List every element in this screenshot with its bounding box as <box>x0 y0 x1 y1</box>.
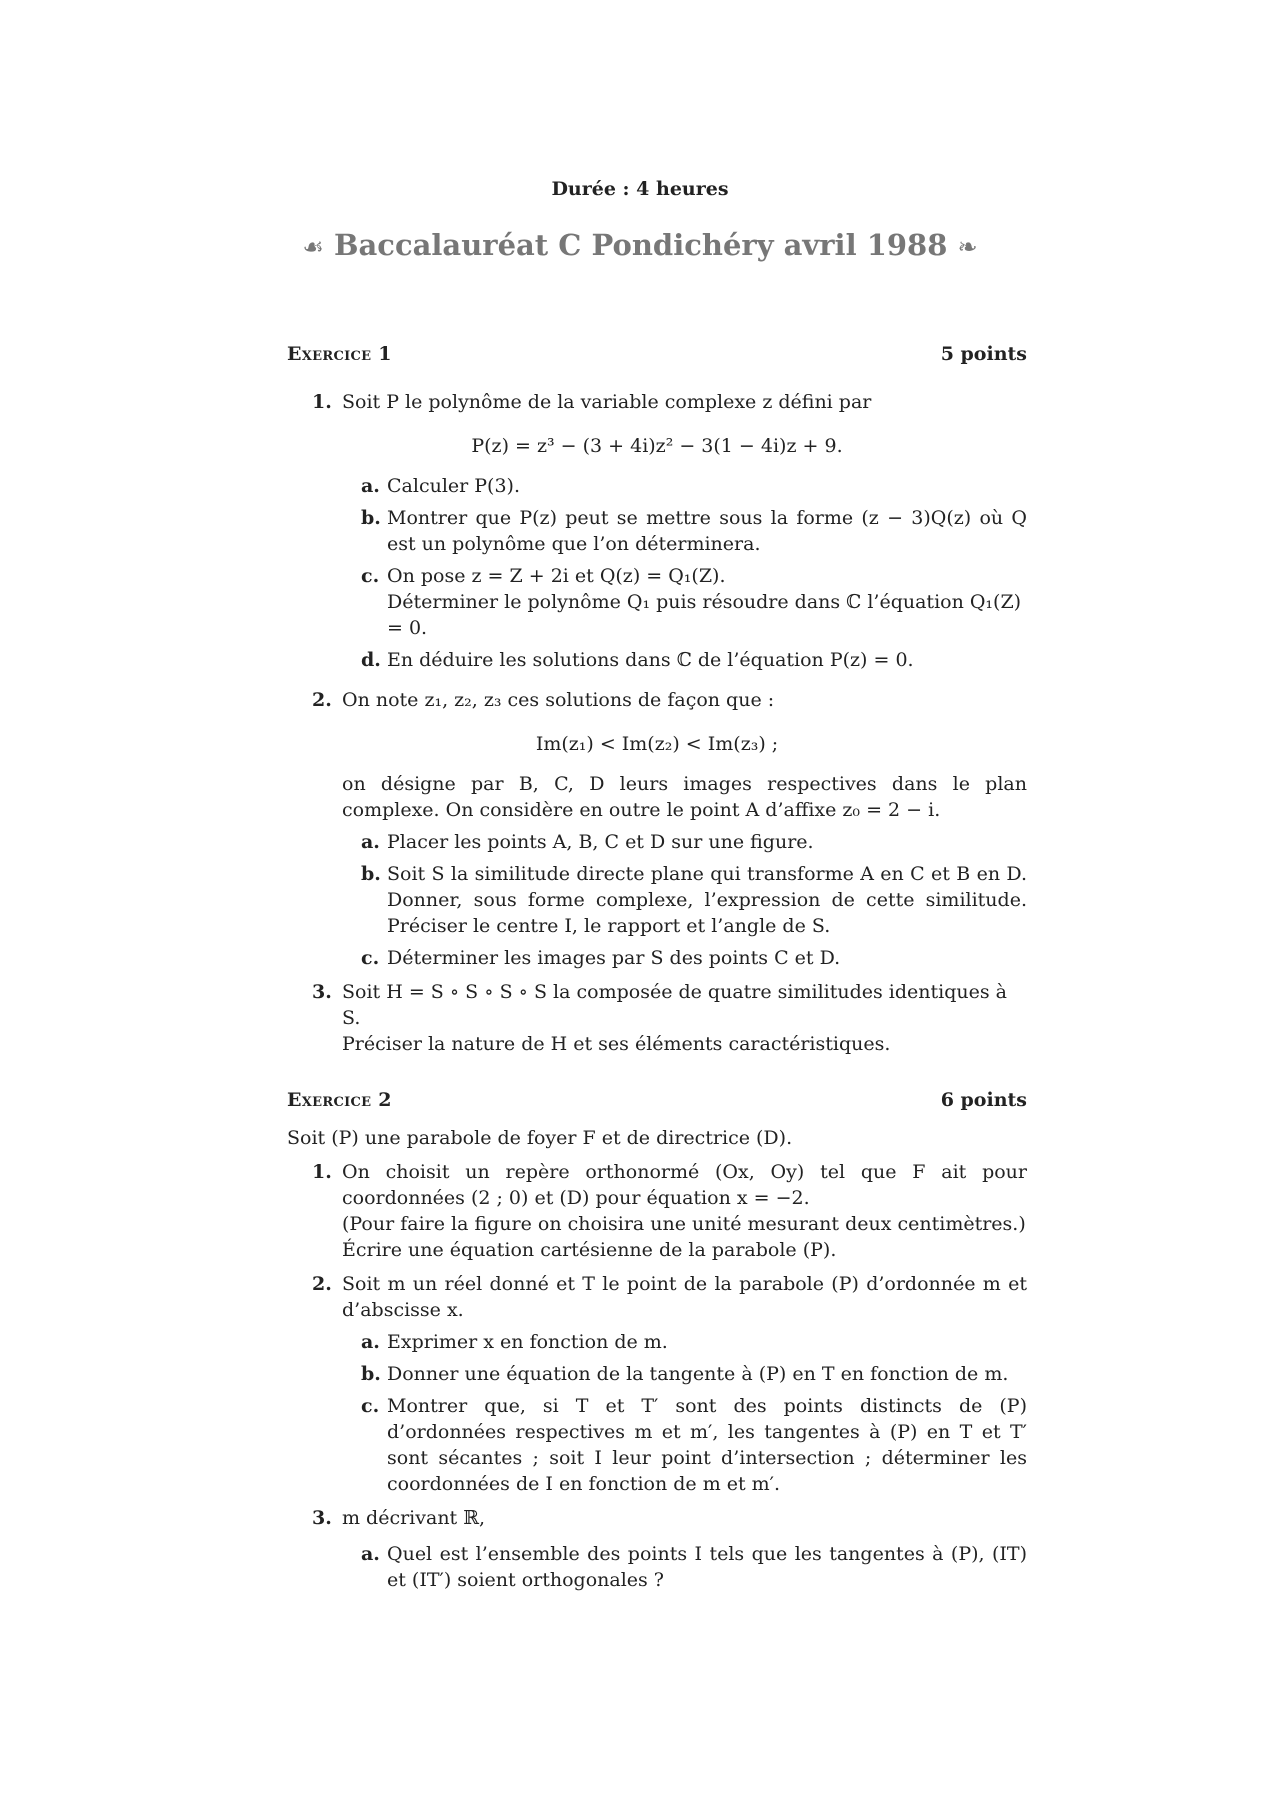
subquestion-letter: d. <box>361 649 381 671</box>
exercise-1-title: Exercice 1 <box>287 343 392 365</box>
subquestion-1d <box>287 647 1027 673</box>
subquestion-2b <box>287 1361 1027 1387</box>
subquestion-letter: b. <box>361 1363 381 1385</box>
question-1 <box>287 1159 1027 1263</box>
subquestion-3a <box>287 1541 1027 1593</box>
subquestion-text: Soit S la similitude directe plane qui transforme A en C et B en D. Donner, sous forme complexe, l’expression de cette similitude. Préciser le centre I, le rapport et l’angle de S. <box>387 863 1027 937</box>
right-ornament-icon: ❧ <box>957 233 978 261</box>
exercise-2 <box>287 1087 1027 1593</box>
subquestion-2a <box>287 829 1027 855</box>
question-text: m décrivant ℝ, <box>342 1507 486 1529</box>
subquestion-letter: a. <box>361 1331 380 1353</box>
question-1 <box>287 389 1027 415</box>
exercise-1-points: 5 points <box>940 343 1027 365</box>
exercise-2-points: 6 points <box>940 1089 1027 1111</box>
question-number: 1. <box>312 1161 332 1183</box>
subquestion-text: Déterminer les images par S des points C et D. <box>387 947 841 969</box>
question-text: On note z₁, z₂, z₃ ces solutions de façon que : <box>342 689 775 711</box>
question-2 <box>287 687 1027 713</box>
subquestion-letter: c. <box>361 947 380 969</box>
duration-label: Durée : 4 heures <box>551 178 729 200</box>
subquestion-2b <box>287 861 1027 939</box>
question-number: 3. <box>312 1507 332 1529</box>
question-text-2: (Pour faire la figure on choisira une unité mesurant deux centimètres.) <box>342 1213 1026 1235</box>
subquestion-letter: b. <box>361 863 381 885</box>
subquestion-1a <box>287 473 1027 499</box>
left-ornament-icon: ☙ <box>302 233 324 261</box>
subquestion-letter: c. <box>361 565 380 587</box>
subquestion-text: Placer les points A, B, C et D sur une figure. <box>387 831 814 853</box>
exam-title <box>0 228 1280 262</box>
imaginary-order-formula: Im(z₁) < Im(z₂) < Im(z₃) ; <box>535 733 779 755</box>
subquestion-letter: a. <box>361 831 380 853</box>
question-2-continued: on désigne par B, C, D leurs images respectives dans le plan complexe. On considère en outre le point A d’affixe z₀ = 2 − i. <box>342 773 1027 821</box>
exam-title-text: Baccalauréat C Pondichéry avril 1988 <box>333 228 948 262</box>
subquestion-text: Calculer P(3). <box>387 475 520 497</box>
question-text: Soit H = S ∘ S ∘ S ∘ S la composée de quatre similitudes identiques à S. <box>342 981 1007 1029</box>
subquestion-2c <box>287 945 1027 971</box>
exercise-1-header <box>287 341 1027 367</box>
question-text: On choisit un repère orthonormé (Ox, Oy) tel que F ait pour coordonnées (2 ; 0) et (D) pour équation x = −2. <box>342 1161 1027 1209</box>
subquestion-text: Exprimer x en fonction de m. <box>387 1331 668 1353</box>
exercise-1 <box>287 341 1027 1057</box>
question-3 <box>287 979 1027 1057</box>
question-text-2: Préciser la nature de H et ses éléments caractéristiques. <box>342 1033 891 1055</box>
polynomial-formula: P(z) = z³ − (3 + 4i)z² − 3(1 − 4i)z + 9. <box>471 435 843 457</box>
subquestion-letter: b. <box>361 507 381 529</box>
subquestion-letter: a. <box>361 475 380 497</box>
subquestion-text: Montrer que, si T et T′ sont des points distincts de (P) d’ordonnées respectives m et m′, les tangentes à (P) en T et T′ sont sécantes ; soit I leur point d’intersection ; déterminer les coordonnées de I en fonction de m et m′. <box>387 1395 1027 1495</box>
question-text: Soit P le polynôme de la variable complexe z défini par <box>342 391 872 413</box>
question-text: Soit m un réel donné et T le point de la parabole (P) d’ordonnée m et d’abscisse x. <box>342 1273 1027 1321</box>
subquestion-2a <box>287 1329 1027 1355</box>
question-text-3: Écrire une équation cartésienne de la parabole (P). <box>342 1239 837 1261</box>
question-number: 3. <box>312 981 332 1003</box>
exercise-2-title: Exercice 2 <box>287 1089 392 1111</box>
subquestion-letter: a. <box>361 1543 380 1565</box>
question-2 <box>287 1271 1027 1323</box>
question-3 <box>287 1505 1027 1531</box>
subquestion-1b <box>287 505 1027 557</box>
question-number: 2. <box>312 689 332 711</box>
subquestion-text-2: Déterminer le polynôme Q₁ puis résoudre dans ℂ l’équation Q₁(Z) = 0. <box>387 591 1022 639</box>
question-number: 2. <box>312 1273 332 1295</box>
subquestion-text: Donner une équation de la tangente à (P) en T en fonction de m. <box>387 1363 1009 1385</box>
exercise-2-header <box>287 1087 1027 1113</box>
exercise-2-intro: Soit (P) une parabole de foyer F et de directrice (D). <box>287 1127 793 1149</box>
question-number: 1. <box>312 391 332 413</box>
subquestion-letter: c. <box>361 1395 380 1417</box>
subquestion-text: Quel est l’ensemble des points I tels que les tangentes à (P), (IT) et (IT′) soient orthogonales ? <box>387 1543 1027 1591</box>
subquestion-text: Montrer que P(z) peut se mettre sous la forme (z − 3)Q(z) où Q est un polynôme que l’on déterminera. <box>387 507 1027 555</box>
subquestion-text: En déduire les solutions dans ℂ de l’équation P(z) = 0. <box>387 649 914 671</box>
subquestion-2c <box>287 1393 1027 1497</box>
subquestion-text: On pose z = Z + 2i et Q(z) = Q₁(Z). <box>387 565 726 587</box>
subquestion-1c <box>287 563 1027 641</box>
